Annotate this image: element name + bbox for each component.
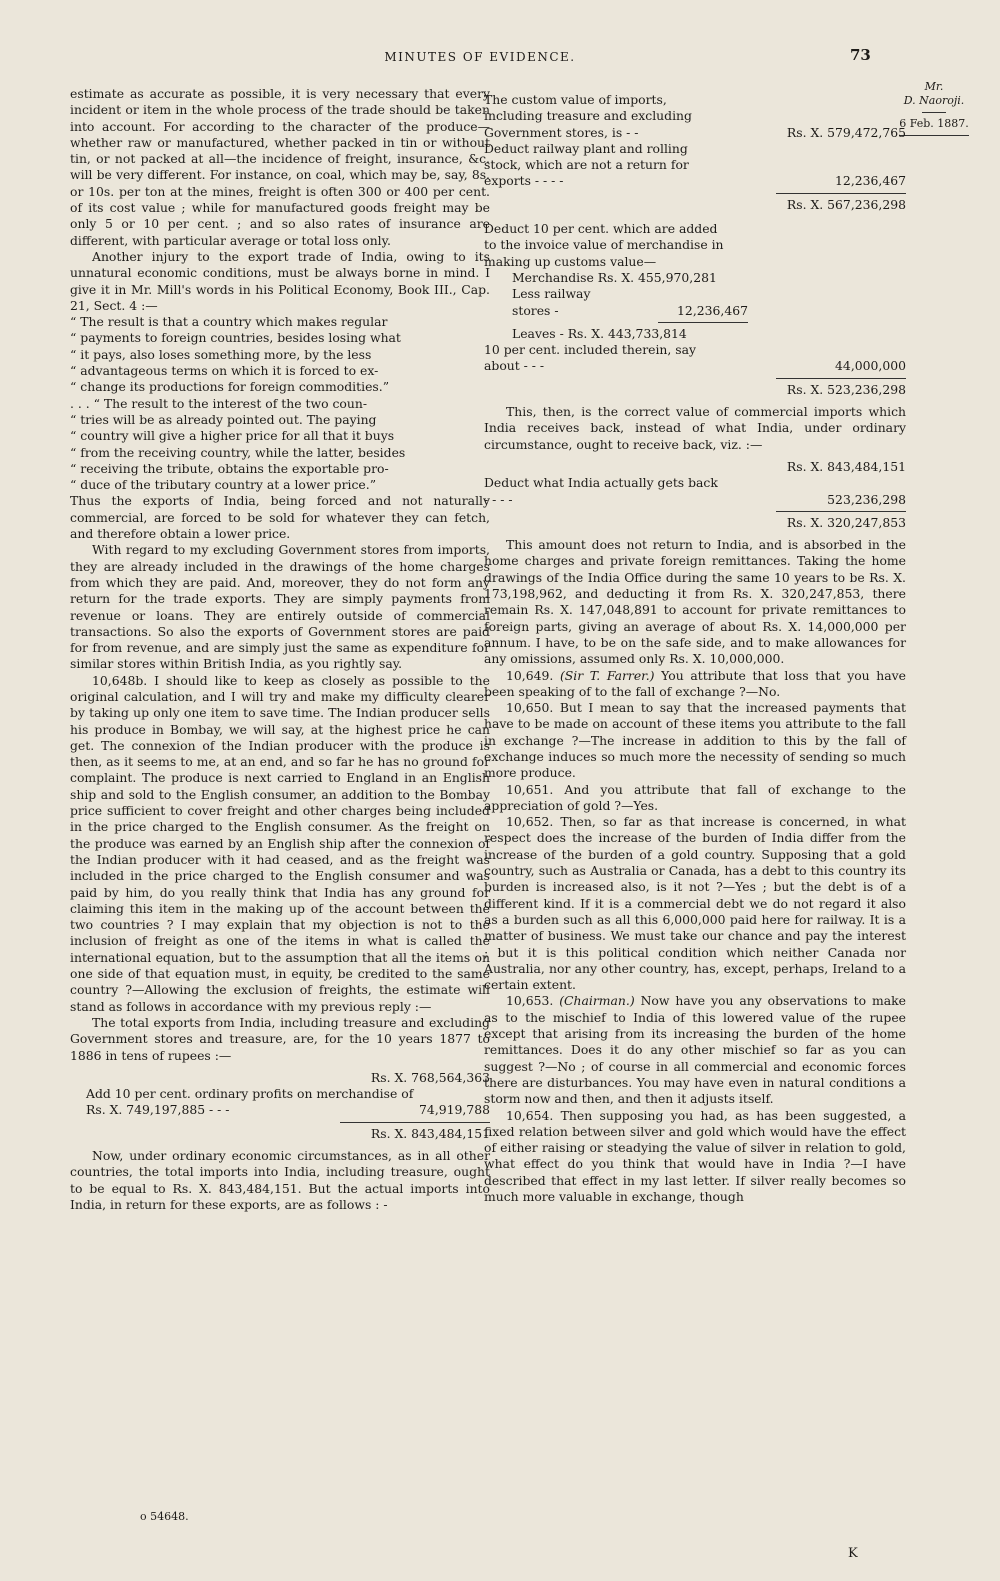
quote-line: “ duce of the tributary country at a lower price.” bbox=[70, 477, 377, 493]
ten-percent-label: 10 per cent. included therein, say about - - - bbox=[484, 342, 697, 374]
quote-line: “ The result is that a country which makes regular bbox=[70, 314, 388, 330]
quote-line: “ receiving the tribute, obtains the exportable pro- bbox=[70, 460, 389, 476]
expected-imports: Rs. X. 843,484,151 bbox=[786, 458, 906, 474]
paragraph: Now, under ordinary economic circumstances, as in all other countries, the total imports into India, including treasure, ought to be equal to Rs. X. 843,484,151. But the actual imports into India, in return for these exports, are as follows : - bbox=[70, 1148, 490, 1212]
sum-rule bbox=[340, 1122, 490, 1123]
railway-value: 12,236,467 bbox=[835, 173, 906, 189]
running-title: MINUTES OF EVIDENCE. bbox=[384, 50, 576, 64]
signature-mark: K bbox=[848, 1546, 858, 1561]
sum-rule bbox=[776, 378, 906, 379]
paragraph: With regard to my excluding Government stores from imports, they are already included in the drawings of the home charges from which they are paid. And, moreover, they do not form any return for the trade exports. They are simply payments from revenue or loans. They are entirely outside of commercial transactions. So also the exports of Government stores are paid for from revenue, and are simply just the same as expenditure for similar stores within British India, as you rightly say. bbox=[70, 542, 490, 672]
question-10652: 10,652. Then, so far as that increase is concerned, in what respect does the increase of the burden of India differ from the increase of the burden of a gold country. Supposing that a gold country, such as Australia or Canada, has a debt to this country its burden is increased also, is it not ?—Yes ; but the debt is of a different kind. If it is a commercial debt we do not regard it also as a burden such as all this 6,000,000 paid here for railway. It is a matter of business. We must take our chance and pay the interest ; but it is this political condition which neither Canada nor Australia, nor any other country, has, except, perhaps, Ireland to a certain extent. bbox=[484, 814, 906, 993]
profits-value: 74,919,788 bbox=[419, 1102, 490, 1118]
question-10650: 10,650. But I mean to say that the increased payments that have to be made on account of these items you attribute to the fall in exchange ?—The increase in addition to this by the fall of exchange induces so much more the necessity of sending so much more produce. bbox=[484, 700, 906, 781]
paragraph: 10,648b. I should like to keep as closely as possible to the original calculation, and I will try and make my difficulty clearer by taking up only one item to save time. The Indian producer sells his produce in Bombay, we will say, at the highest price he can get. The connexion of the Indian producer with the produce is then, as it seems to me, at an end, and so far he has no ground for complaint. The produce is next carried to England in an English ship and sold to the English consumer, an addition to the Bombay price sufficient to cover freight and other charges being included in the price charged to the English consumer. As the freight on the produce was earned by an English ship after the connexion of the Indian producer with it had ceased, and as the freight was included in the price charged to the English consumer and was paid by him, do you really think that India has any ground for claiming this item in the making up of the account between the two countries ? I may explain that my objection is not to the inclusion of freight as one of the items in what is called the international equation, but to the assumption that all the items on one side of that equation must, in equity, be credited to the same country ?—Allowing the exclusion of freights, the estimate will stand as follows in accordance with my previous reply :— bbox=[70, 672, 490, 1014]
paragraph: This amount does not return to India, and is absorbed in the home charges and private foreign remittances. Taking the home drawings of the India Office during the same 10 years to be Rs. X. 173,198,962, and deducting it from Rs. X. 320,247,853, there remain Rs. X. 147,048,891 to account for private remittances to foreign parts, giving an average of about Rs. X. 14,000,000 per annum. I have, to be on the safe side, and to make allowances for any omissions, assumed only Rs. X. 10,000,000. bbox=[484, 537, 906, 667]
exports-table bbox=[70, 1070, 490, 1142]
exports-sum: Rs. X. 843,484,151 bbox=[370, 1125, 490, 1141]
paragraph: This, then, is the correct value of commercial imports which India receives back, instead of what India, under ordinary circumstance, ought to receive back, viz. :— bbox=[484, 404, 906, 452]
railway-label: Deduct railway plant and rolling stock, which are not a return for exports - - - - bbox=[484, 140, 689, 189]
balance-table bbox=[484, 459, 906, 531]
quote-line: . . . “ The result to the interest of the two coun- bbox=[70, 395, 368, 411]
paragraph: Another injury to the export trade of India, owing to its unnatural economic conditions, must be always borne in mind. I give it in Mr. Mill's words in his Political Economy, Book III., Cap. 21, Sect. 4 :— bbox=[70, 248, 490, 313]
actual-value: 523,236,298 bbox=[827, 491, 906, 507]
quote-line: “ it pays, also loses something more, by the less bbox=[70, 346, 372, 362]
quote-line: “ tries will be as already pointed out. The paying bbox=[70, 411, 377, 427]
paragraph: The total exports from India, including treasure and excluding Government stores and treasure, are, for the 10 years 1877 to 1886 in tens of rupees :— bbox=[70, 1014, 490, 1063]
leaves-line: Leaves - Rs. X. 443,733,814 bbox=[512, 325, 687, 341]
imports-net: Rs. X. 567,236,298 bbox=[786, 196, 906, 212]
actual-label: Deduct what India actually gets back - - - - bbox=[484, 475, 718, 507]
print-code: o 54648. bbox=[140, 1510, 189, 1523]
question-10649: 10,649. (Sir T. Farrer.) You attribute that loss that you have been speaking of to the fall of exchange ?—No. bbox=[484, 667, 906, 699]
question-10654: 10,654. Then supposing you had, as has been suggested, a fixed relation between silver and gold which would have the effect of either raising or steadying the value of silver in relation to gold, what effect do you think that would have in India ?—I have described that effect in my last letter. If silver really becomes so much more valuable in exchange, though bbox=[484, 1107, 906, 1204]
paragraph: Thus the exports of India, being forced and not naturally commercial, are forced to be sold for whatever they can fetch, and therefore obtain a lower price. bbox=[70, 493, 490, 542]
question-10651: 10,651. And you attribute that fall of exchange to the appreciation of gold ?—Yes. bbox=[484, 781, 906, 813]
less-railway-label: Less railway stores - bbox=[512, 286, 591, 318]
paragraph: estimate as accurate as possible, it is very necessary that every incident or item in the whole process of the trade should be taken into account. For according to the character of the produce—whether raw or manufactured, whether packed in tin or without tin, or not packed at all—the incidence of freight, insurance, &c. will be very different. For instance, on coal, which may be, say, 8s. or 10s. per ton at the mines, freight is often 300 or 400 per cent. of its cost value ; while for manufactured goods freight may be only 5 or 10 per cent. ; and so also rates of insurance are different, with particular average or total loss only. bbox=[70, 86, 490, 248]
imports-table bbox=[484, 92, 906, 398]
right-column bbox=[484, 86, 906, 1205]
evidence-date: 6 Feb. 1887. bbox=[899, 117, 969, 130]
commercial-imports: Rs. X. 523,236,298 bbox=[786, 381, 906, 397]
profits-label: Add 10 per cent. ordinary profits on merchandise of Rs. X. 749,197,885 - - - bbox=[86, 1086, 414, 1118]
speaker: (Sir T. Farrer.) bbox=[559, 667, 655, 683]
question-10653: 10,653. (Chairman.) Now have you any observations to make as to the mischief to India of this lowered value of the rupee except that arising from its increasing the burden of the home remittances. Does it do any other mischief so far as you can suggest ?—No ; of course in all commercial and economic forces there are disturbances. You may have even in natural conditions a storm now and then, and then it adjusts itself. bbox=[484, 993, 906, 1107]
ten-percent-value: 44,000,000 bbox=[835, 358, 906, 374]
witness-prefix: Mr. bbox=[924, 80, 944, 93]
mill-quote bbox=[70, 314, 490, 493]
quote-line: “ advantageous terms on which it is forced to ex- bbox=[70, 363, 379, 379]
less-railway-value: 12,236,467 bbox=[677, 302, 748, 318]
merchandise-line: Merchandise Rs. X. 455,970,281 bbox=[512, 269, 717, 285]
imports-label: The custom value of imports, including treasure and excluding Government stores, is - - bbox=[484, 92, 692, 140]
balance-value: Rs. X. 320,247,853 bbox=[786, 514, 906, 530]
left-column bbox=[70, 86, 490, 1213]
speaker: (Chairman.) bbox=[559, 993, 635, 1009]
witness-name: D. Naoroji. bbox=[903, 94, 965, 107]
divider bbox=[899, 135, 969, 136]
sum-rule bbox=[658, 322, 748, 323]
exports-total: Rs. X. 768,564,363 bbox=[370, 1069, 490, 1085]
quote-line: “ payments to foreign countries, besides losing what bbox=[70, 330, 401, 346]
sum-rule bbox=[776, 193, 906, 194]
sum-rule bbox=[776, 511, 906, 512]
page-number: 73 bbox=[850, 46, 871, 64]
divider bbox=[922, 112, 946, 113]
quote-line: “ country will give a higher price for all that it buys bbox=[70, 428, 395, 444]
imports-value: Rs. X. 579,472,765 bbox=[786, 124, 906, 140]
deduct-label: Deduct 10 per cent. which are added to the invoice value of merchandise in making up customs value— bbox=[484, 221, 724, 269]
quote-line: “ change its productions for foreign commodities.” bbox=[70, 379, 390, 395]
quote-line: “ from the receiving country, while the latter, besides bbox=[70, 444, 406, 460]
